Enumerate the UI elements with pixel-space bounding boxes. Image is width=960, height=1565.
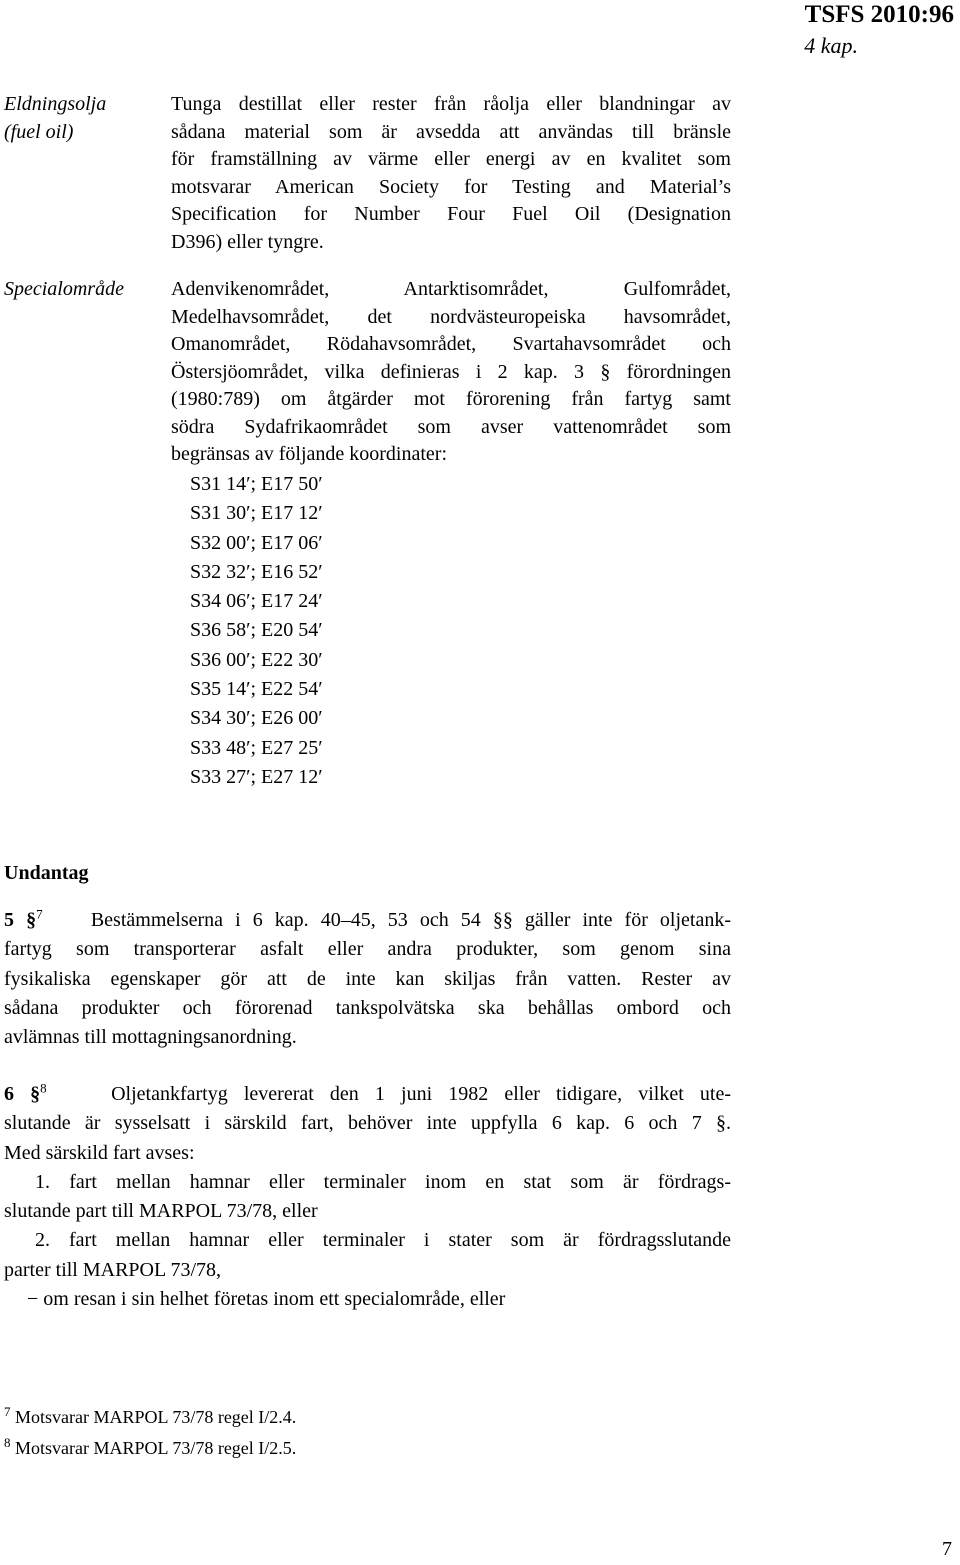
paragraph-text: Oljetankfartyg levererat den 1 juni 1982 eller tidigare, vilket ute- (111, 1083, 731, 1105)
coordinate-item: S31 14′; E17 50′ (190, 473, 323, 495)
definition-line: Omanområdet, Rödahavsområdet, Svartahavsområdet och (171, 333, 731, 355)
coordinate-list (190, 470, 323, 792)
definition-line: begränsas av följande koordinater: (171, 443, 448, 465)
paragraph-line: Med särskild fart avses: (4, 1141, 195, 1164)
chapter-label: 4 kap. (804, 33, 858, 58)
section-number: 5 § (4, 909, 37, 931)
footnote-ref: 7 (36, 906, 43, 922)
definition-line: sådana material som är avsedda att användas till bränsle (171, 120, 731, 143)
coordinate-item: S35 14′; E22 54′ (190, 678, 323, 701)
definition-fuel-oil (171, 91, 731, 256)
coordinate-item: S31 30′; E17 12′ (190, 502, 323, 525)
paragraph-line: parter till MARPOL 73/78, (4, 1258, 222, 1281)
definition-line: Östersjöområdet, vilka definieras i 2 kap. 3 § förordningen (171, 360, 731, 383)
document-code: TSFS 2010:96 (804, 1, 954, 28)
definition-line: D396) eller tyngre. (171, 230, 324, 253)
definition-line: motsvarar American Society for Testing and Material’s (171, 175, 731, 198)
footnote-number: 8 (4, 1435, 11, 1450)
coordinate-item: S34 30′; E26 00′ (190, 707, 323, 730)
coordinate-item: S34 06′; E17 24′ (190, 590, 323, 613)
paragraph-line: slutande part till MARPOL 73/78, eller (4, 1200, 318, 1223)
definition-line: södra Sydafrikaområdet som avser vattenområdet som (171, 415, 731, 438)
definition-line: (1980:789) om åtgärder mot förorening från fartyg samt (171, 388, 731, 410)
definition-special-area (171, 276, 731, 469)
term-line: Eldningsolja (4, 93, 107, 115)
coordinate-item: S33 48′; E27 25′ (190, 736, 323, 759)
coordinate-item: S33 27′; E27 12′ (190, 765, 323, 788)
term-line: (fuel oil) (4, 120, 74, 143)
coordinate-item: S32 00′; E17 06′ (190, 531, 323, 554)
section-5 (4, 906, 731, 1052)
footnote-text: Motsvarar MARPOL 73/78 regel I/2.4. (15, 1407, 297, 1427)
paragraph-text: Bestämmelserna i 6 kap. 40–45, 53 och 54 §§ gäller inte för oljetank- (90, 909, 732, 931)
footnote-text: Motsvarar MARPOL 73/78 regel I/2.5. (15, 1438, 297, 1458)
definition-line: Medelhavsområdet, det nordvästeuropeiska havsområdet, (171, 305, 731, 328)
definition-line: Specification for Number Four Fuel Oil (Designation (171, 203, 731, 225)
section-6 (4, 1080, 731, 1314)
paragraph-line: fysikaliska egenskaper gör att de inte kan skiljas från vatten. Rester av (4, 967, 731, 990)
definition-line: Adenvikenområdet, Antarktisområdet, Gulfområdet, (171, 278, 731, 300)
section-heading: Undantag (4, 862, 89, 884)
footnote-ref: 8 (40, 1080, 47, 1096)
coordinate-item: S36 00′; E22 30′ (190, 648, 323, 671)
definition-line: Tunga destillat eller rester från råolja eller blandningar av (171, 93, 731, 115)
paragraph-line: avlämnas till mottagningsanordning. (4, 1026, 297, 1049)
term-fuel-oil (4, 91, 106, 146)
page-number: 7 (942, 1538, 952, 1560)
footnote-number: 7 (4, 1404, 11, 1419)
list-item-2: 2. fart mellan hamnar eller terminaler i stater som är fördragsslutande (35, 1229, 731, 1252)
paragraph-line (4, 906, 731, 935)
term-special-area (4, 276, 124, 304)
paragraph-line: fartyg som transporterar asfalt eller andra produkter, som genom sina (4, 938, 731, 961)
definition-line: för framställning av värme eller energi av en kvalitet som (171, 148, 731, 170)
coordinate-item: S32 32′; E16 52′ (190, 560, 323, 583)
list-item-1: 1. fart mellan hamnar eller terminaler inom en stat som är fördrags- (35, 1170, 731, 1193)
section-number: 6 § (4, 1083, 41, 1105)
paragraph-line: slutande är sysselsatt i särskild fart, behöver inte uppfylla 6 kap. 6 och 7 §. (4, 1112, 731, 1135)
footnote-8 (4, 1436, 296, 1460)
dash-item: − om resan i sin helhet företas inom ett specialområde, eller (27, 1288, 506, 1311)
coordinate-item: S36 58′; E20 54′ (190, 619, 323, 642)
paragraph-line (4, 1080, 731, 1109)
paragraph-line: sådana produkter och förorenad tankspolvätska ska behållas ombord och (4, 996, 731, 1019)
term-line: Specialområde (4, 278, 124, 300)
footnote-7 (4, 1405, 296, 1429)
